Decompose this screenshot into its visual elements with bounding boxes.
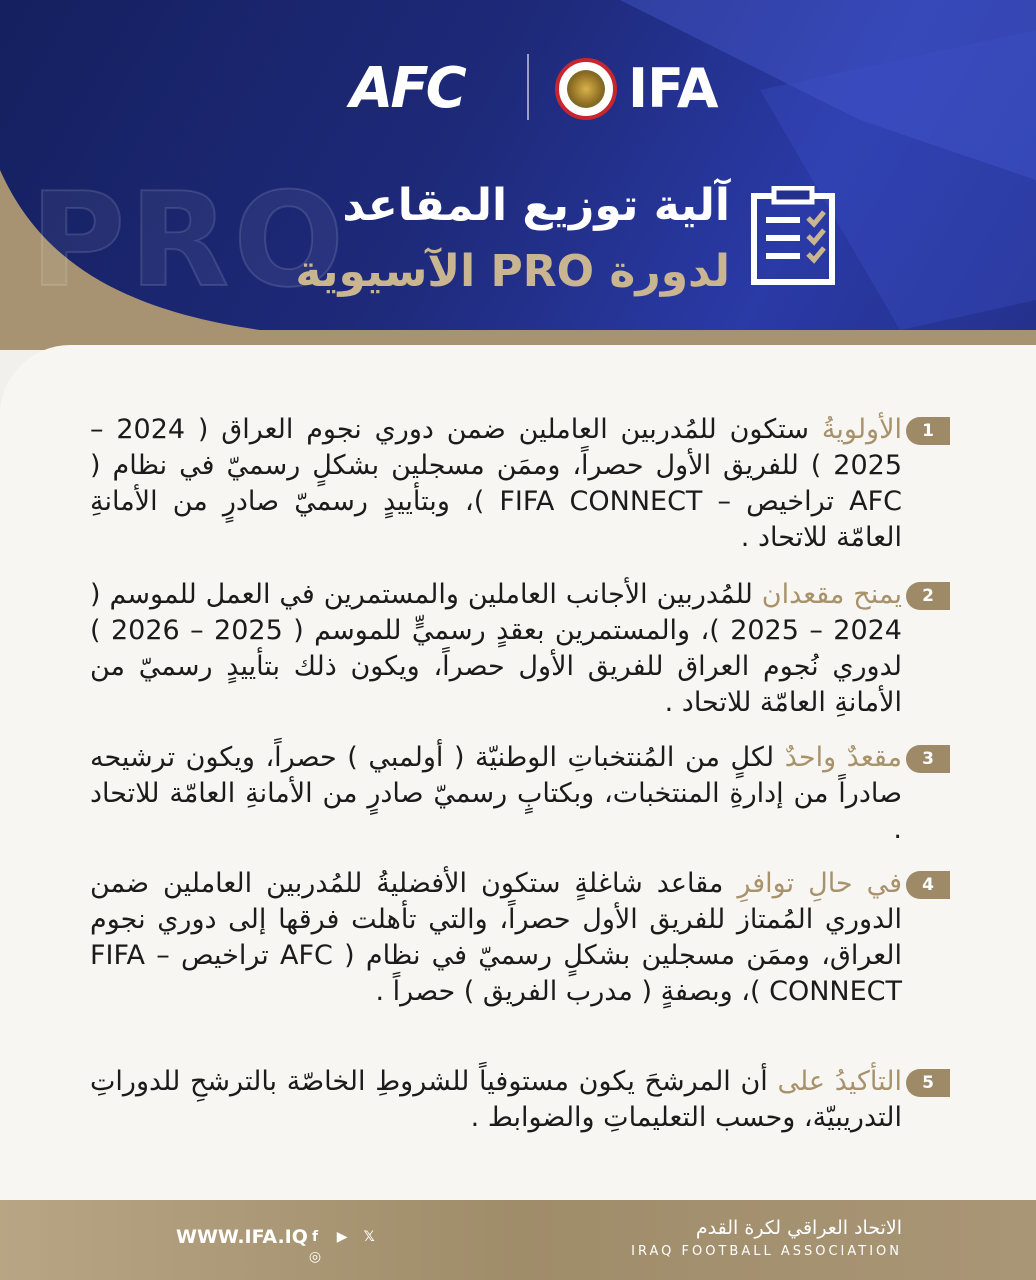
logo-bar bbox=[0, 52, 1036, 122]
header-banner bbox=[0, 0, 1036, 350]
checklist-icon bbox=[748, 186, 844, 290]
item-body: مقاعد شاغلةٍ ستكون الأفضليةُ للمُدربين العاملين ضمن الدوري المُمتاز للفريق الأول حصراً، والتي تأهلت فرقها إلى دوري نجوم العراق، وممَن مسجلين بشكلٍ رسميّ في نظام ( AFC تراخيص – FIFA CONNECT )، وبصفةٍ ( مدرب الفريق ) حصراً . bbox=[90, 868, 903, 1007]
ifa-emblem-icon bbox=[555, 58, 617, 120]
item-text bbox=[90, 412, 902, 556]
item-body: أن المرشحَ يكون مستوفياً للشروطِ الخاصّة بالترشحِ للدوراتِ التدريبيّة، وحسب التعليماتِ والضوابط . bbox=[90, 1066, 902, 1133]
social-links bbox=[306, 1226, 396, 1265]
instagram-icon[interactable]: ◎ bbox=[308, 1249, 322, 1265]
item-number-badge: 2 bbox=[906, 582, 950, 610]
federation-name-english: IRAQ FOOTBALL ASSOCIATION bbox=[631, 1244, 902, 1259]
item-text bbox=[90, 577, 902, 721]
ifa-logo: IFA bbox=[628, 57, 718, 120]
page-title: آلية توزيع المقاعد bbox=[342, 180, 730, 231]
item-text bbox=[90, 740, 902, 848]
item-text bbox=[90, 1064, 902, 1136]
page-subtitle: لدورة PRO الآسيوية bbox=[295, 246, 730, 297]
item-number-badge: 5 bbox=[906, 1069, 950, 1097]
item-body: ستكون للمُدربين العاملين ضمن دوري نجوم العراق ( 2024 – 2025 ) للفريق الأول حصراً، وممَن مسجلين بشكلٍ رسميّ في نظام ( AFC تراخيص – FIFA CONNECT )، وبتأييدٍ رسميّ صادرٍ من الأمانةِ العامّة للاتحاد . bbox=[90, 414, 902, 553]
item-text bbox=[90, 866, 902, 1010]
item-lead: مقعدٌ واحدٌ bbox=[784, 742, 902, 773]
afc-logo: AFC bbox=[350, 56, 464, 121]
list-item bbox=[90, 866, 950, 1010]
list-item bbox=[90, 1064, 950, 1136]
list-item bbox=[90, 577, 950, 721]
list-item bbox=[90, 412, 950, 556]
item-number-badge: 1 bbox=[906, 417, 950, 445]
item-lead: يمنح مقعدان bbox=[761, 579, 903, 610]
facebook-icon[interactable]: f bbox=[311, 1229, 319, 1245]
website-link[interactable]: WWW.IFA.IQ bbox=[176, 1226, 308, 1248]
item-lead: التأكيدُ على bbox=[777, 1066, 902, 1097]
x-icon[interactable]: 𝕏 bbox=[363, 1229, 375, 1245]
item-number-badge: 3 bbox=[906, 745, 950, 773]
footer bbox=[0, 1200, 1036, 1280]
logo-divider bbox=[527, 54, 529, 120]
item-number-badge: 4 bbox=[906, 871, 950, 899]
item-lead: الأولويةُ bbox=[821, 414, 902, 445]
federation-name-arabic: الاتحاد العراقي لكرة القدم bbox=[695, 1217, 902, 1239]
item-body: لكلٍ من المُنتخباتِ الوطنيّة ( أولمبي ) حصراً، ويكون ترشيحه صادراً من إدارةِ المنتخبات، وبكتابٍ رسميّ صادرٍ من الأمانةِ العامّة للاتحاد . bbox=[90, 742, 902, 845]
pro-watermark: PRO bbox=[30, 164, 348, 316]
item-lead: في حالِ توافرِ bbox=[737, 868, 902, 899]
list-item bbox=[90, 740, 950, 848]
item-body: للمُدربين الأجانب العاملين والمستمرين في العمل للموسم ( 2024 – 2025 )، والمستمرين بعقدٍ رسميٍّ للموسم ( 2025 – 2026 ) لدوري نُجوم العراق للفريق الأول حصراً، ويكون ذلك بتأييدٍ رسميّ من الأمانةِ العامّة للاتحاد . bbox=[90, 579, 902, 718]
youtube-icon[interactable]: ▶ bbox=[336, 1229, 348, 1245]
